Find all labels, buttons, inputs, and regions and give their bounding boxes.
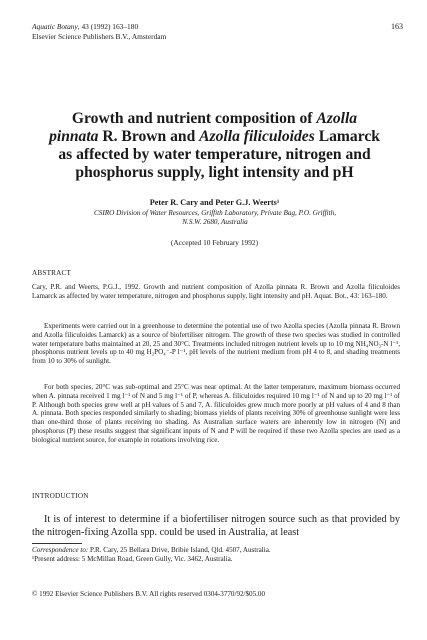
copyright-line: © 1992 Elsevier Science Publishers B.V. All rights reserved 0304-3770/92/$05.00 [32,590,266,598]
correspondence-footnote [32,546,400,555]
present-address-footnote: ¹Present address: 5 McMillan Road, Green Gully, Vic. 3462, Australia. [32,554,233,563]
journal-header [32,22,166,41]
correspondence-address: P.R. Cary, 25 Bellara Drive, Bribie Island, Qld. 4507, Australia. [88,546,271,554]
title-part: pinnata [49,128,99,145]
affiliation-line: CSIRO Division of Water Resources, Griffith Laboratory, Private Bag, P.O. Griffith, [93,209,337,217]
abstract-paragraph-1: Experiments were carried out in a greenhouse to determine the potential use of two Azolla species (Azolla pinnata R. Brown and Azolla filiculoides Lamarck) as a source of biofertiliser nitrogen. The growth of these two species was studied in controlled water temperature baths maintained at 20, 25 and 30°C. Treatments included nitrogen nutrient levels up to 10 mg NH₄NO₃-N l⁻¹, phosphorus nutrient levels up to 40 mg H₂PO₄⁻-P l⁻¹, pH levels of the nutrient medium from pH 4 to 8, and shading treatments from 10 to 30% of sunlight. [32,322,400,366]
abstract-citation: Cary, P.R. and Weerts, P.G.J., 1992. Growth and nutrient composition of Azolla pinnata R. Brown and Azolla filiculoides Lamarck as affected by water temperature, nitrogen and phosphorus supply, light intensity and pH. Aquat. Bot., 43: 163–180. [32,283,400,300]
correspondence-label: Correspondence to: [32,546,89,554]
title-part: phosphorus supply, light intensity and pH [75,164,354,181]
title-part: Azolla filiculoides [199,128,315,145]
introduction-text: It is of interest to determine if a biofertiliser nitrogen source such as that provided by the nitrogen-fixing Azolla spp. could be used in Australia, at least [32,514,400,538]
introduction-heading: INTRODUCTION [32,492,89,500]
title-part: R. Brown and [98,128,200,145]
page-number: 163 [391,22,403,31]
paper-title [32,110,397,182]
authors: Peter R. Cary and Peter G.J. Weerts¹ [149,198,280,207]
journal-volume: , 43 (1992) 163–180 [77,22,139,31]
affiliation [50,209,380,227]
journal-citation-line [32,22,166,32]
footnote-rule [32,543,82,544]
title-part: Lamarck [314,128,380,145]
journal-name: Aquatic Botany [32,22,78,31]
title-part: as affected by water temperature, nitrogen and [58,146,371,163]
title-part: Growth and nutrient composition of [71,110,317,127]
publisher-line: Elsevier Science Publishers B.V., Amsterdam [32,31,167,41]
accepted-date: (Accepted 10 February 1992) [170,238,259,247]
footnotes [32,546,400,564]
title-part: Azolla [316,110,358,127]
abstract-heading: ABSTRACT [32,269,72,277]
affiliation-line: N.S.W. 2680, Australia [182,218,248,226]
abstract-paragraph-2: For both species, 20°C was sub-optimal and 25°C was near optimal. At the latter temperature, maximum biomass occurred when A. pinnata received 1 mg l⁻¹ of N and 5 mg l⁻¹ of P, whereas A. filiculoides required 10 mg l⁻¹ of N and up to 20 mg l⁻¹ of P. Although both species grew well at pH values of 5 and 7, A. filiculoides grew much more poorly at pH values of 4 and 8 than A. pinnata. Both species responded similarly to shading; biomass yields of plants receiving 30% of greenhouse sunlight were less than one-third those of plants receiving no shading. As Australian surface waters are inherently low in nitrogen (N) and phosphorus (P) these results suggest that significant inputs of N and P will be required if these two Azolla species are used as a biological nutrient source, for example in rotations involving rice. [32,383,400,444]
